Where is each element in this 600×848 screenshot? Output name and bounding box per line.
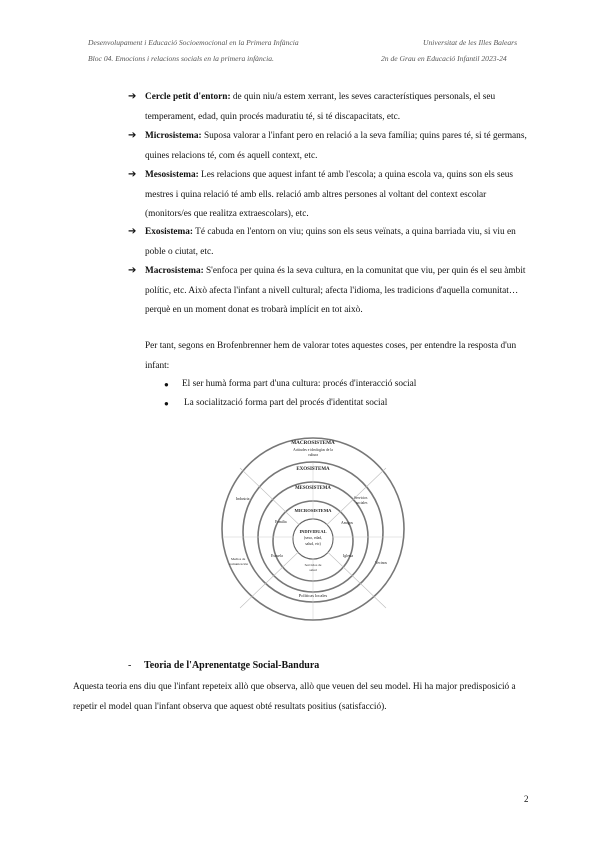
- media-label: Medios de: [231, 557, 246, 561]
- bullet-item: [145, 262, 535, 321]
- header-university: Universitat de les Illes Balears: [423, 38, 518, 47]
- dot-bullet-icon: ●: [164, 380, 169, 389]
- bullet-term: Mesosistema:: [145, 170, 199, 180]
- dot-item: La socialització forma part del procés d'identitat social: [184, 398, 388, 408]
- section-heading: [128, 660, 319, 671]
- neighbors-label: Vecinos: [375, 561, 388, 565]
- micro-label: MICROSISTEMA: [294, 508, 332, 513]
- bullet-text: Té cabuda en l'entorn on viu; quins son els seus veïnats, a quina barriada viu, si viu en poble o ciutat, etc.: [145, 227, 516, 257]
- section-title: Teoria de l'Aprenentatge Social-Bandura: [144, 660, 320, 671]
- bullet-text: S'enfoca per quina és la seva cultura, en la comunitat que viu, per quin és el seu àmbit polític, etc. Això afecta l'infant a nivell cultural; afecta l'idioma, les tradicions d'aquella comunitat… perquè en un moment donat es trobarà implícit en tot això.: [145, 266, 526, 316]
- bullet-term: Cercle petit d'entorn:: [145, 92, 231, 102]
- meso-label: MESOSISTEMA: [295, 486, 331, 491]
- bullet-text: Suposa valorar a l'infant pero en relació a la seva família; quins pares té, si té germans, quines relacions té, com és aquell context, etc.: [145, 131, 527, 161]
- individual-label: INDIVIDUAL: [299, 529, 327, 534]
- bullet-term: Exosistema:: [145, 227, 194, 237]
- arrow-bullet-icon: ➔: [128, 226, 137, 237]
- health-services-label: salud: [309, 568, 317, 572]
- header-course-title: Desenvolupament i Educació Socioemocional en la Primera Infància: [88, 38, 299, 47]
- church-label: Iglesia: [343, 554, 354, 558]
- arrow-bullet-icon: ➔: [128, 265, 137, 276]
- individual-sub-label: (sexo, edad,: [303, 536, 323, 540]
- bullet-term: Macrosistema:: [145, 266, 204, 276]
- media-label: comunicación: [229, 562, 249, 566]
- social-services-label: sociales: [356, 501, 368, 505]
- macro-sub-label: Actitudes e ideologías de la: [293, 448, 333, 452]
- local-policies-label: Políticas locales: [298, 593, 328, 598]
- arrow-bullet-icon: ➔: [128, 169, 137, 180]
- bullet-item: [145, 88, 535, 127]
- bullet-text: de quin niu/a estem xerrant, les seves característiques personals, el seu temperament, edad, quin procés maduratiu té, si té discapacitats, etc.: [145, 92, 496, 122]
- bullet-text: Les relacions que aquest infant té amb l'escola; a quina escola va, quins son els seus mestres i quina relació té amb ells. relació amb altres persones al voltant del context escolar (monitors/es que realitza extraescolars), etc.: [145, 170, 514, 220]
- section-dash: -: [128, 660, 132, 671]
- bullet-term: Microsistema:: [145, 131, 202, 141]
- arrow-bullet-icon: ➔: [128, 130, 137, 141]
- friends-label: Amigos: [341, 521, 354, 525]
- dot-bullet-icon: ●: [164, 399, 169, 408]
- ecological-systems-diagram: [218, 433, 408, 623]
- bullet-item: [145, 127, 535, 166]
- social-services-label: Servicios: [354, 496, 368, 500]
- section-body: Aquesta teoria ens diu que l'infant repeteix allò que observa, allò que veuen del seu model. Hi ha major predisposició a repetir el model quan l'infant observa que aquest obté resultats positius (satisfacció).: [73, 682, 516, 712]
- header-degree: 2n de Grau en Educació Infantil 2023-24: [381, 54, 507, 63]
- macro-sub-label: cultura: [308, 453, 318, 457]
- header-block-title: Bloc 04. Emocions i relacions socials en la primera infància.: [88, 54, 274, 63]
- family-label: Familia: [275, 520, 287, 524]
- page-number: 2: [524, 794, 529, 804]
- health-services-label: Servicios de: [304, 563, 322, 567]
- school-label: Escuela: [271, 554, 283, 558]
- individual-sub-label: salud, etc): [305, 542, 321, 546]
- bullet-item: [145, 166, 535, 225]
- arrow-bullet-icon: ➔: [128, 91, 137, 102]
- summary-paragraph: Per tant, segons en Brofenbrenner hem de valorar totes aquestes coses, per entendre la resposta d'un infant:: [145, 341, 517, 371]
- bullet-item: [145, 223, 535, 262]
- dot-item: El ser humà forma part d'una cultura: procés d'interacció social: [182, 379, 417, 389]
- exo-label: EXOSISTEMA: [296, 467, 330, 472]
- industry-label: Industria: [236, 497, 250, 501]
- macro-label: MACROSISTEMA: [291, 440, 335, 446]
